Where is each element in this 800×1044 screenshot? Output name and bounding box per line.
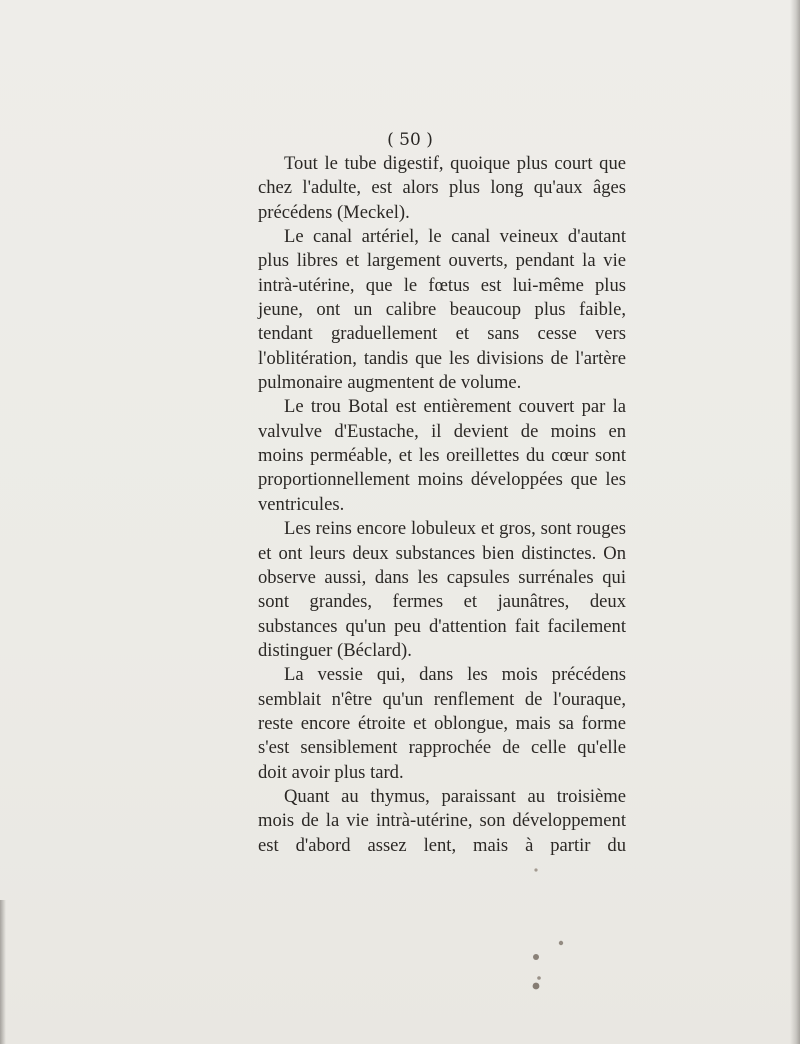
paragraph-arterial-canal: Le canal artériel, le canal veineux d'autant plus libres et largement ouverts, pendant la vie intrà-utérine, que le fœtus est lui-même plus jeune, ont un calibre beaucoup plus faible, tendant graduellement et sans cesse vers l'oblitération, tandis que les divisions de l'artère pulmonaire augmentent de volume. — [258, 226, 626, 394]
speck — [533, 954, 539, 960]
body-text — [258, 152, 626, 858]
speck — [537, 976, 541, 980]
page-edge-shadow-right — [790, 0, 800, 1044]
paragraph-thymus: Quant au thymus, paraissant au troisième mois de la vie intrà-utérine, son développement est d'abord assez lent, mais à partir du — [258, 785, 626, 856]
speck — [533, 983, 540, 990]
page-number: ( 50 ) — [387, 130, 433, 150]
paragraph-kidneys: Les reins encore lobuleux et gros, sont rouges et ont leurs deux substances bien distinctes. On observe aussi, dans les capsules surrénales qui sont grandes, fermes et jaunâtres, deux substances qu'un peu d'attention fait facilement distinguer (Béclard). — [258, 518, 626, 661]
paragraph-digestive-tube: Tout le tube digestif, quoique plus court que chez l'adulte, est alors plus long qu'aux âges précédens (Meckel). — [258, 153, 626, 223]
speck — [534, 868, 537, 871]
paragraph-botal-foramen: Le trou Botal est entièrement couvert par la valvulve d'Eustache, il devient de moins en moins perméable, et les oreillettes du cœur sont proportionnellement moins développées que les ventricules. — [258, 396, 626, 515]
paragraph-bladder: La vessie qui, dans les mois précédens semblait n'être qu'un renflement de l'ouraque, reste encore étroite et oblongue, mais sa forme s'est sensiblement rapprochée de celle qu'elle doit avoir plus tard. — [258, 664, 626, 783]
speck — [559, 941, 563, 945]
page-edge-shadow-left — [0, 900, 6, 1044]
